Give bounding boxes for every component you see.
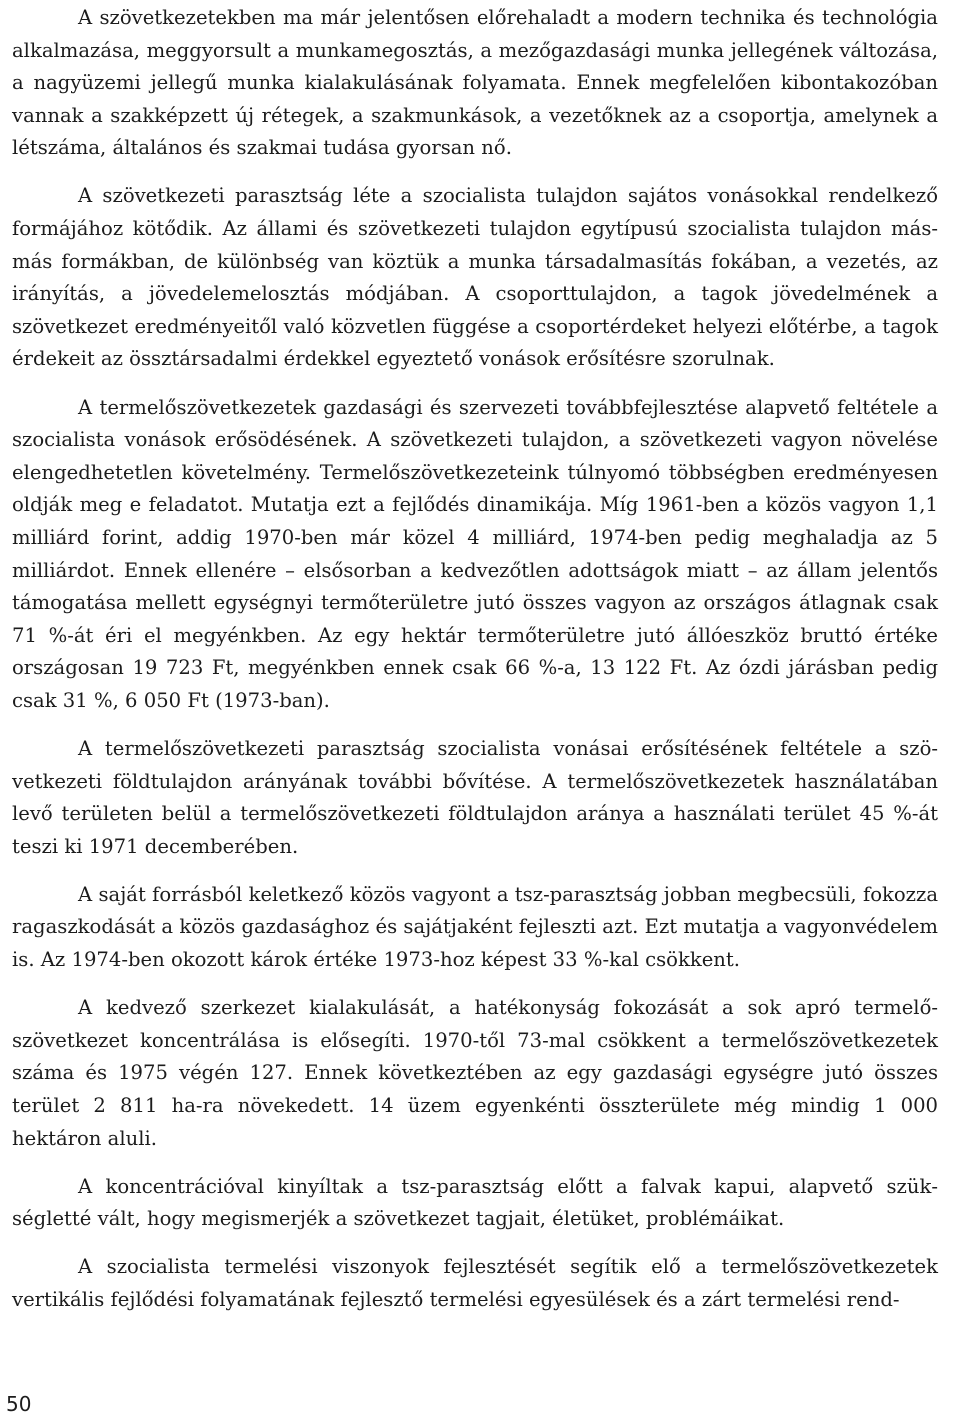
paragraph-1: A szövetkezetekben ma már jelentősen előrehaladt a modern technika és technológia alkalmazása, meggyorsult a munkamegosztás, a mezőgazdasági munka jellegének változása, a nagyüzemi jellegű munka kialakulásának folyamata. Ennek megfelelően kibontakozóban vannak a szakképzett új rétegek, a szakmunkások, a vezetőknek az a csoportja, amelynek a létszáma, általános és szakmai tudása gyorsan nő. xyxy=(12,6,938,160)
paragraph-3: A termelőszövetkezetek gazdasági és szervezeti továbbfejlesztése alapvető feltétele a szocialista vonások erősödésének. A szövetkezeti tulajdon, a szövetkezeti vagyon növelése elengedhetetlen követelmény. Termelőszövetkezeteink túlnyomó többségben eredményesen oldják meg e feladatot. Mutatja ezt a fejlődés dinamikája. Míg 1961-ben a közös vagyon 1,1 milliárd forint, addig 1970-ben már közel 4 milliárd, 1974-ben pedig meghaladja az 5 milliárdot. Ennek ellenére – elsősorban a kedvezőtlen adottságok miatt – az állam jelentős támogatása mellett egységnyi termőterületre jutó összes vagyon az országos átlagnak csak 71 %-át éri el megyénkben. Az egy hektár termőterületre jutó állóeszköz bruttó értéke országosan 19 723 Ft, megyénkben ennek csak 66 %-a, 13 122 Ft. Az ózdi járásban pedig csak 31 %, 6 050 Ft (1973-ban). xyxy=(12,395,938,712)
paragraph-2: A szövetkezeti parasztság léte a szocialista tulajdon sajátos vonásokkal rendelkező formájához kötődik. Az állami és szövetkezeti tulajdon egytípusú szocialista tulajdon más-más formákban, de különbség van köztük a munka társadalmasítás fokában, a vezetés, az irányítás, a jövedelemelosztás módjában. A csoporttulajdon, a tagok jövedelmének a szövetkezet eredményeitől való közvetlen függése a csoportérdeket helyezi előtérbe, a tagok érdekeit az össztársadalmi érdekkel egyeztető vonások erősítésre szorulnak. xyxy=(12,184,938,371)
page-number: 50 xyxy=(6,1392,32,1416)
paragraph-4: A termelőszövetkezeti parasztság szocialista vonásai erősítésének feltétele a szövetkezeti földtulajdon arányának további bővítése. A termelőszövetkezetek használatában levő területen belül a termelőszövetkezeti földtulajdon aránya a használati terület 45 %-át teszi ki 1971 decemberében. xyxy=(12,736,938,858)
paragraph-6: A kedvező szerkezet kialakulását, a hatékonyság fokozását a sok apró termelőszövetkezet koncentrálása is elősegíti. 1970-től 73-mal csökkent a termelőszövetkezetek száma és 1975 végén 127. Ennek következtében az egy gazdasági egységre jutó összes terület 2 811 ha-ra növekedett. 14 üzem egyenkénti összterülete még mindig 1 000 hektáron aluli. xyxy=(12,996,938,1150)
paragraph-5: A saját forrásból keletkező közös vagyont a tsz-parasztság jobban megbecsüli, fokozza ragaszkodását a közös gazdasághoz és sajátjaként fejleszti azt. Ezt mutatja a vagyonvédelem is. Az 1974-ben okozott károk értéke 1973-hoz képest 33 %-kal csökkent. xyxy=(12,882,938,972)
page-body xyxy=(12,2,938,1332)
paragraph-7: A koncentrációval kinyíltak a tsz-parasztság előtt a falvak kapui, alapvető szükségletté vált, hogy megismerjék a szövetkezet tagjait, életüket, problémáikat. xyxy=(12,1174,938,1231)
paragraph-8: A szocialista termelési viszonyok fejlesztését segítik elő a termelőszövetkezetek vertikális fejlődési folyamatának fejlesztő termelési egyesülések és a zárt termelési rend- xyxy=(12,1255,938,1311)
